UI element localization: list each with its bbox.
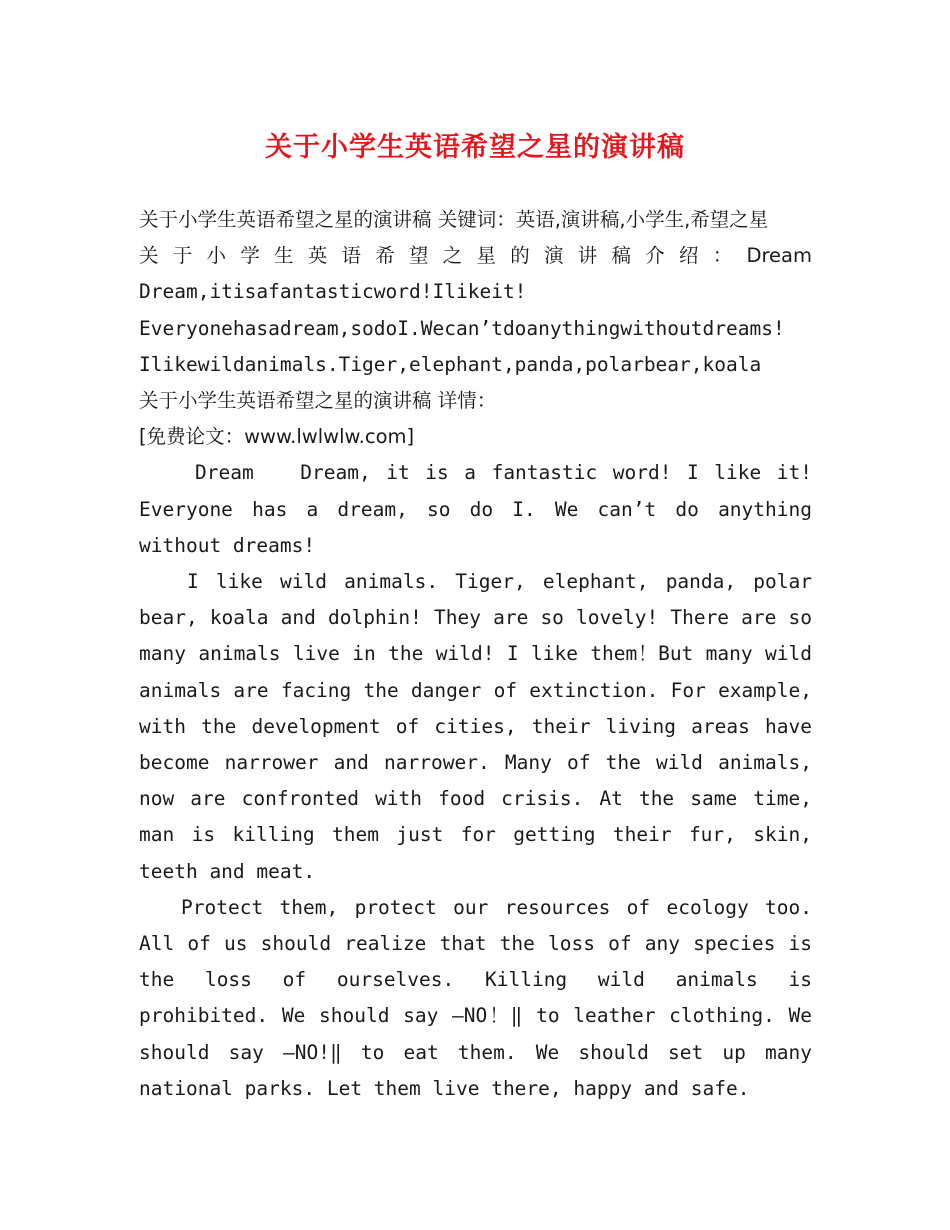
summary-line-1: Dream,itisafantasticword!Ilikeit! — [139, 280, 527, 304]
document-body — [139, 202, 824, 1107]
details-line: 关于小学生英语希望之星的演讲稿 详情： — [139, 389, 497, 413]
paragraph-protect: Protect them, protect our resources of ecology too. All of us should realize that the loss of any species is the loss of ourselves. Killing wild animals is prohibited. We should say ―NO！‖ to leather clothing. We should say ―NO!‖ to eat them. We should set up many national parks. Let them live there, happy and safe. — [139, 895, 812, 1100]
summary-line-3: Ilikewildanimals.Tiger,elephant,panda,polarbear,koala — [139, 352, 762, 376]
source-line — [139, 419, 812, 455]
paragraph-dream: Dream Dream, it is a fantastic word! I like it! Everyone has a dream, so do I. We can’t do anything without dreams! — [139, 461, 824, 557]
document-title: 关于小学生英语希望之星的演讲稿 — [265, 132, 685, 163]
intro-line: 关 于 小 学 生 英 语 希 望 之 星 的 演 讲 稿 介 绍 ： Dream — [139, 244, 812, 268]
source-text: [免费论文：www.lwlwlw.com] — [139, 425, 415, 449]
keywords-line: 关于小学生英语希望之星的演讲稿 关键词：英语,演讲稿,小学生,希望之星 — [139, 208, 769, 231]
summary-line-2: Everyonehasadream,sodoI.Wecan’tdoanythingwithoutdreams! — [139, 316, 785, 340]
paragraph-wild-animals: I like wild animals. Tiger, elephant, panda, polar bear, koala and dolphin! They are so lovely! There are so many animals live in the wild! I like them！But many wild animals are facing the danger of extinction. For example, with the development of cities, their living areas have become narrower and narrower. Many of the wild animals, now are confronted with food crisis. At the same time, man is killing them just for getting their fur, skin, teeth and meat. — [139, 570, 812, 883]
